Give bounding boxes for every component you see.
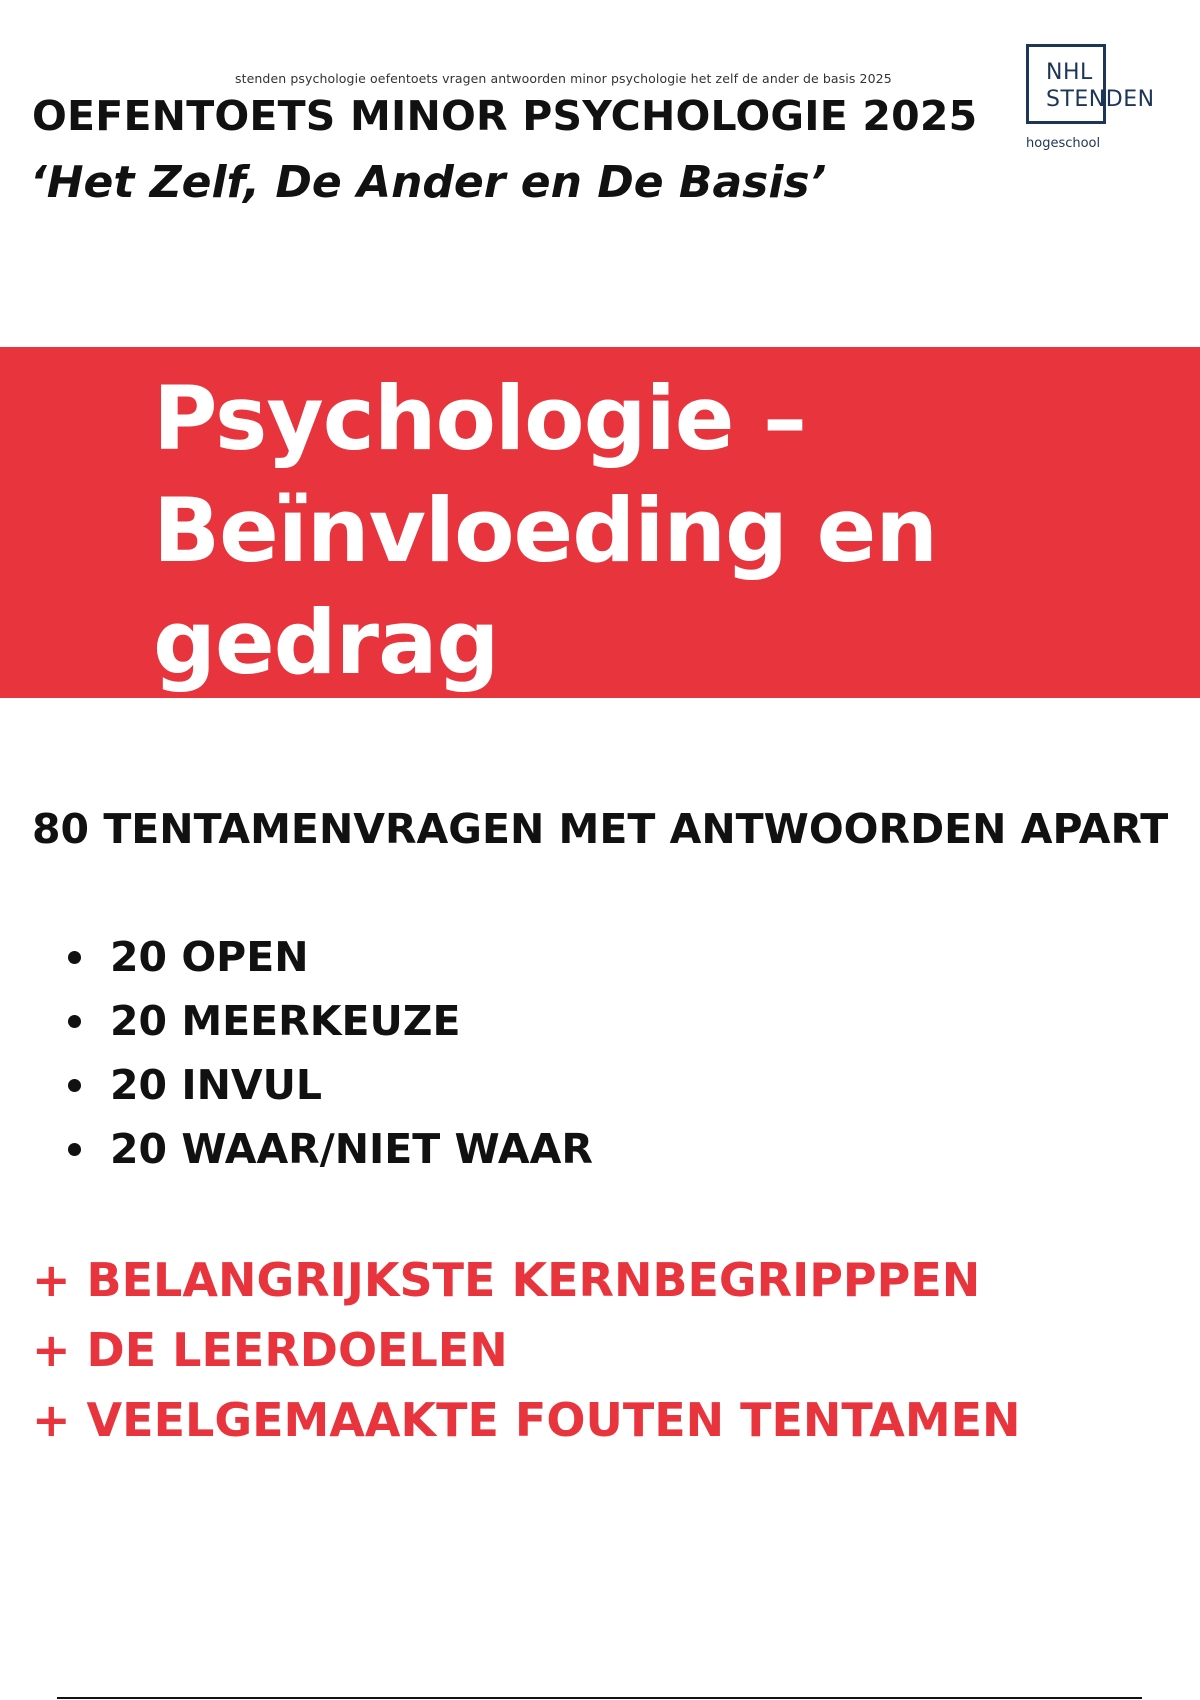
list-item-label: 20 WAAR/NIET WAAR	[110, 1125, 593, 1173]
list-item-label: 20 INVUL	[110, 1061, 323, 1109]
list-item	[60, 989, 593, 1053]
bullet-icon	[68, 1015, 81, 1028]
document-title: OEFENTOETS MINOR PSYCHOLOGIE 2025	[32, 92, 978, 140]
banner-line-1: Psychologie –	[153, 367, 807, 470]
list-item	[60, 925, 593, 989]
bullet-icon	[68, 1079, 81, 1092]
list-item-label: 20 MEERKEUZE	[110, 997, 461, 1045]
extras-list	[32, 1245, 1021, 1455]
logo-line-stenden: STENDEN	[1046, 87, 1155, 112]
keywords-line: stenden psychologie oefentoets vragen antwoorden minor psychologie het zelf de ander de basis 2025	[235, 71, 892, 86]
list-item-label: 20 OPEN	[110, 933, 309, 981]
logo-subtext: hogeschool	[1026, 136, 1101, 151]
list-item	[60, 1117, 593, 1181]
extra-item-fouten: + VEELGEMAAKTE FOUTEN TENTAMEN	[32, 1393, 1021, 1447]
banner-line-2: Beïnvloeding en	[153, 479, 938, 582]
logo-line-nhl: NHL	[1046, 60, 1093, 85]
extra-item-leerdoelen: + DE LEERDOELEN	[32, 1323, 508, 1377]
extra-item-kernbegrippen: + BELANGRIJKSTE KERNBEGRIPPPEN	[32, 1253, 981, 1307]
bullet-icon	[68, 1143, 81, 1156]
list-item	[60, 1053, 593, 1117]
bullet-icon	[68, 951, 81, 964]
banner-title	[153, 363, 937, 699]
questions-heading: 80 TENTAMENVRAGEN MET ANTWOORDEN APART	[32, 805, 1169, 853]
question-type-list	[60, 925, 593, 1181]
topic-banner	[0, 347, 1200, 698]
banner-line-3: gedrag	[153, 591, 499, 694]
nhl-stenden-logo	[1026, 44, 1166, 156]
document-subtitle: ‘Het Zelf, De Ander en De Basis’	[30, 157, 827, 208]
bottom-divider	[57, 1697, 1142, 1699]
